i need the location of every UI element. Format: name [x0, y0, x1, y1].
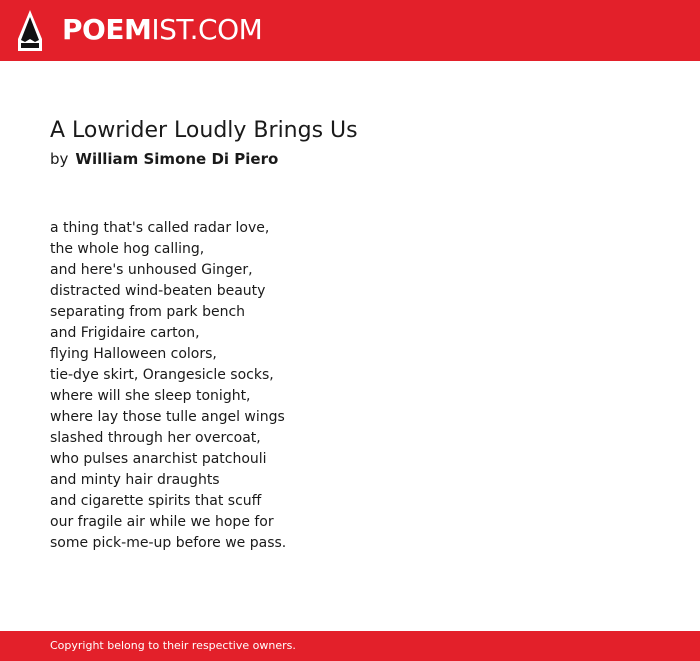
logo-light-text: IST.COM [151, 13, 263, 46]
poem-line: and minty hair draughts [50, 472, 220, 488]
poem-line: some pick-me-up before we pass. [50, 535, 287, 551]
poem-line: slashed through her overcoat, [50, 430, 261, 446]
poem-byline [50, 149, 278, 169]
site-footer [0, 631, 700, 661]
poem-line: where will she sleep tonight, [50, 388, 251, 404]
poem-line: distracted wind-beaten beauty [50, 283, 266, 299]
poem-line: the whole hog calling, [50, 241, 205, 257]
poem-line: tie-dye skirt, Orangesicle socks, [50, 367, 274, 383]
poem-title: A Lowrider Loudly Brings Us [50, 118, 358, 143]
poem-line: and cigarette spirits that scuff [50, 493, 262, 509]
copyright-text: Copyright belong to their respective owners. [50, 639, 296, 652]
logo-bold-text: POEM [62, 13, 152, 46]
poem-line: and Frigidaire carton, [50, 325, 200, 341]
author-name: William Simone Di Piero [75, 150, 279, 168]
site-header [0, 0, 700, 61]
poem-line: where lay those tulle angel wings [50, 409, 285, 425]
poem-body [50, 218, 286, 554]
poem-line: our fragile air while we hope for [50, 514, 274, 530]
poem-line: and here's unhoused Ginger, [50, 262, 253, 278]
site-logo-text[interactable] [62, 12, 262, 48]
by-label: by [50, 150, 69, 168]
poem-line: separating from park bench [50, 304, 246, 320]
poem-line: flying Halloween colors, [50, 346, 217, 362]
pencil-icon[interactable] [17, 9, 43, 52]
poem-line: a thing that's called radar love, [50, 220, 270, 236]
poem-line: who pulses anarchist patchouli [50, 451, 267, 467]
